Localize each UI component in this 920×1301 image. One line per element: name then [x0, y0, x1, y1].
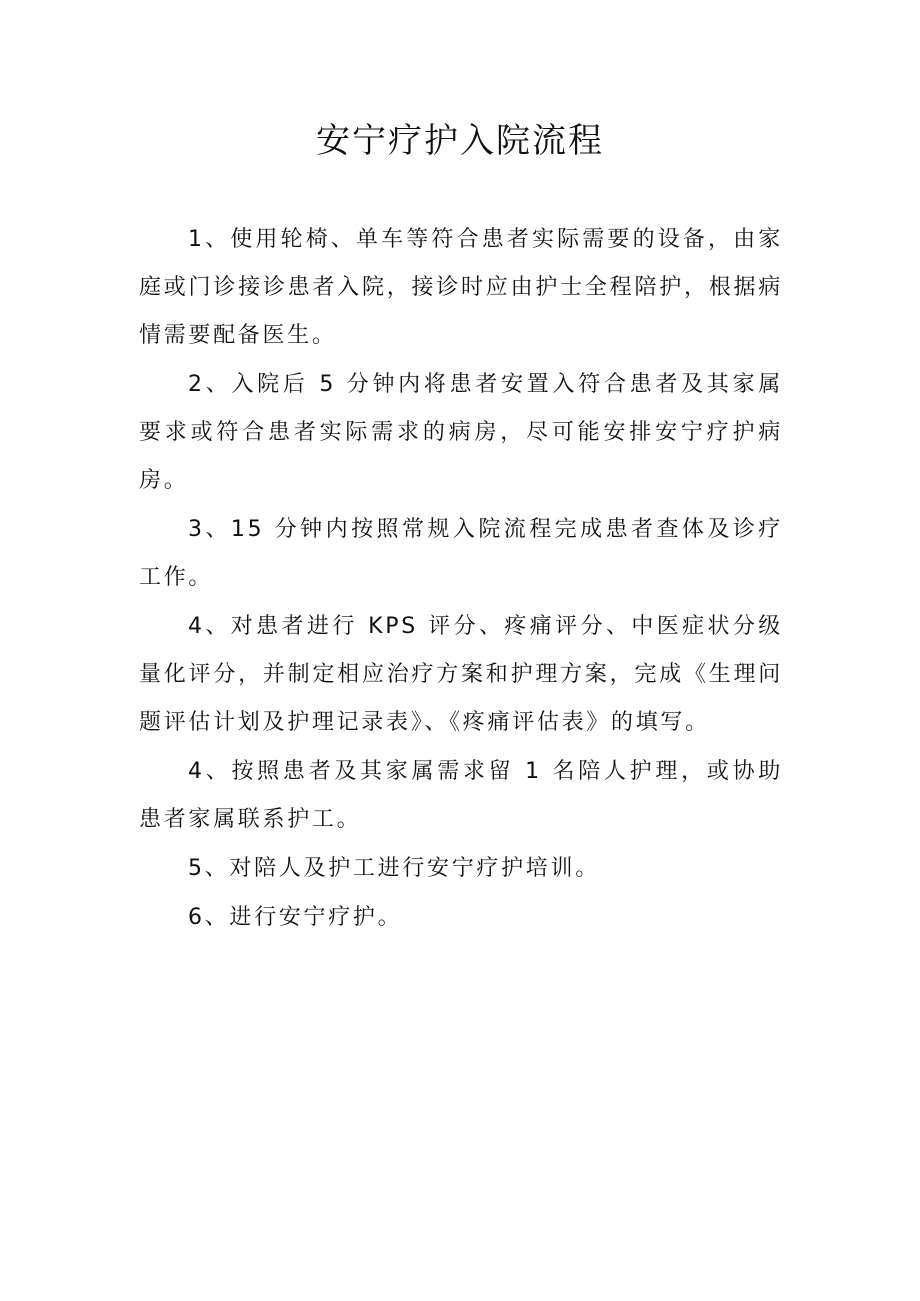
paragraph-step-4-assessment: 4、对患者进行 KPS 评分、疼痛评分、中医症状分级量化评分，并制定相应治疗方案和护理方案，完成《生理问题评估计划及护理记录表》、《疼痛评估表》的填写。 [139, 614, 783, 735]
paragraph-step-1: 1、使用轮椅、单车等符合患者实际需要的设备，由家庭或门诊接诊患者入院，接诊时应由护士全程陪护，根据病情需要配备医生。 [139, 227, 783, 348]
paragraph-step-2: 2、入院后 5 分钟内将患者安置入符合患者及其家属要求或符合患者实际需求的病房，尽可能安排安宁疗护病房。 [139, 372, 783, 493]
document-title: 安宁疗护入院流程 [316, 121, 604, 161]
paragraph-step-3: 3、15 分钟内按照常规入院流程完成患者查体及诊疗工作。 [139, 517, 783, 590]
paragraph-step-6: 6、进行安宁疗护。 [188, 905, 403, 930]
document-body [139, 216, 783, 943]
paragraph-step-4-caregiver: 4、按照患者及其家属需求留 1 名陪人护理，或协助患者家属联系护工。 [139, 759, 783, 832]
paragraph-step-5: 5、对陪人及护工进行安宁疗护培训。 [188, 856, 600, 881]
